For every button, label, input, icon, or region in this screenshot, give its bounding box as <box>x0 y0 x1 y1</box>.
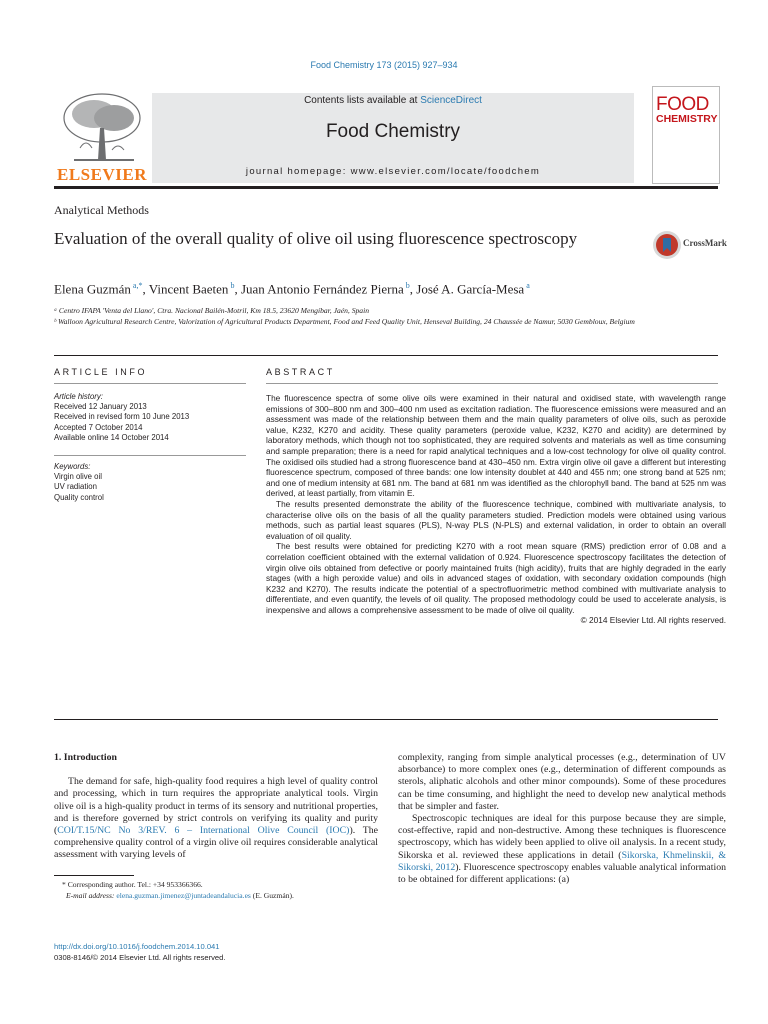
history-accepted: Accepted 7 October 2014 <box>54 422 143 432</box>
author-name: Elena Guzmán <box>54 281 131 297</box>
keywords-label: Keywords: <box>54 462 91 471</box>
author-separator: , <box>142 281 149 297</box>
abstract-body <box>266 393 726 626</box>
body-text: Spectroscopic techniques are ideal for this purpose because they are simple, cost-effective, rapid and non-destructive. Among these techniques is fluorescence spectroscopy, which has widely been applied to olive oil analysis. In a recent study, Sikorska et al. reviewed these applications in detail ( <box>398 813 726 861</box>
author-affiliation-marker[interactable]: b <box>228 281 235 290</box>
author-list <box>54 281 718 297</box>
abstract-copyright: © 2014 Elsevier Ltd. All rights reserved. <box>580 615 726 626</box>
body-paragraph <box>398 813 726 886</box>
email-suffix: (E. Guzmán). <box>250 891 294 900</box>
history-revised: Received in revised form 10 June 2013 <box>54 412 190 422</box>
journal-cover-title <box>656 94 718 126</box>
journal-citation-link[interactable]: Food Chemistry 173 (2015) 927–934 <box>310 60 458 70</box>
ioc-reference-link[interactable]: COI/T.15/NC No 3/REV. 6 – International Olive Council (IOC) <box>57 825 350 837</box>
body-text: The demand for safe, high-quality food requires a high level of quality control and processing, which in turn requires the appropriate analytical tools. Virgin olive oil is a high-quality product in terms of its sensory and nutritional properties, and is therefore governed by strict controls on verifying its quality and purity ( <box>54 776 378 837</box>
body-paragraph <box>54 776 378 861</box>
sikorska-reference-link[interactable]: Sikorska, Khmelinskii, & Sikorski, 2012 <box>398 849 726 873</box>
body-paragraph: complexity, ranging from simple analytical processes (e.g., determination of UV absorbance) to more complex ones (e.g., determination of different compounds as sterols, aliphatic alcohols and other minor compounds). Some of these procedures can be time consuming, and highlight the need to develop new analytical methods that be simpler and faster. <box>398 752 726 812</box>
crossmark-label[interactable]: CrossMark <box>683 238 727 248</box>
body-text: ). The comprehensive quality control of a virgin olive oil requires considerable analytical assessment with varying levels of <box>54 825 378 861</box>
cover-line-food: FOOD <box>656 94 709 115</box>
cover-line-chemistry: CHEMISTRY <box>656 113 718 125</box>
introduction-heading: 1. Introduction <box>54 752 117 763</box>
abstract-paragraph: The fluorescence spectra of some olive oils were examined in their natural and oxidised state, with wavelength range emissions of 300–800 nm and 300–400 nm used as excitation radiation. The fluorescence emissions were measured and an assessment was made of the relationship between them and the main quality parameters of olive oils, such as peroxide value, K232, K270 and acidity. These quality parameters (peroxide value, K232, K270 and acidity) are determined by laboratory methods, which though not too sophisticated, they are required solvents and materials as well as time consuming and sample preparation; there is a need for rapid analytical techniques and a low-cost technology for olive oil quality control. The oxidised oils studied had a strong fluorescence band at 430–450 nm. Extra virgin olive oil gave a different but interesting fluorescence spectrum, composed of three bands: one low intensity doublet at 440 and 455 nm; one strong band at 525 nm; and one of medium intensity at 681 nm. The band at 681 nm was identified as the chlorophyll band. The band at 525 nm was derived, at least partially, from vitamin E. <box>266 393 726 499</box>
issn-copyright: 0308-8146/© 2014 Elsevier Ltd. All rights reserved. <box>54 953 226 962</box>
author-email-link[interactable]: elena.guzman.jimenez@juntadeandalucia.es <box>116 891 251 900</box>
abstract-bottom-divider <box>54 719 718 720</box>
body-column-right <box>398 752 726 886</box>
keywords-rule <box>54 455 246 456</box>
affiliation-b: ᵇ Walloon Agricultural Research Centre, Valorization of Agricultural Products Department, Food and Feed Quality Unit, Henseval Building, 24 Chaussée de Namur, 5030 Gembloux, Belgium <box>54 317 635 326</box>
body-text: ). Fluorescence spectroscopy enables valuable analytical information to be obtained for different applications: (a) <box>398 861 726 886</box>
footnote-rule <box>54 875 134 876</box>
author-affiliation-marker[interactable]: a <box>524 281 530 290</box>
corresponding-author-footnote <box>54 879 378 901</box>
sciencedirect-link[interactable]: ScienceDirect <box>420 95 482 106</box>
author-name: Juan Antonio Fernández Pierna <box>240 281 404 297</box>
contents-prefix: Contents lists available at <box>304 95 421 106</box>
article-info-heading: ARTICLE INFO <box>54 367 148 377</box>
contents-available-line <box>152 95 634 106</box>
history-label: Article history: <box>54 392 103 401</box>
keywords-block <box>54 462 254 503</box>
email-label: E-mail address: <box>66 891 117 900</box>
crossmark-icon[interactable] <box>652 230 682 260</box>
body-column-left <box>54 752 378 862</box>
author-name: José A. García-Mesa <box>416 281 525 297</box>
article-section-label: Analytical Methods <box>54 203 149 217</box>
abstract-heading: ABSTRACT <box>266 367 335 377</box>
author-name: Vincent Baeten <box>148 281 229 297</box>
abstract-rule <box>266 383 718 384</box>
journal-title: Food Chemistry <box>325 121 461 142</box>
author-affiliation-marker[interactable]: a,* <box>130 281 143 290</box>
doi-link[interactable]: http://dx.doi.org/10.1016/j.foodchem.2014.10.041 <box>54 942 220 951</box>
author-separator: , <box>234 281 241 297</box>
abstract-paragraph: The results presented demonstrate the ability of the fluorescence technique, combined with multivariate analysis, to characterise olive oils on the basis of all the quality parameters studied. Prediction models were obtained using various methods, such as partial least squares (PLS), N-way PLS (N-PLS) and external validation, in order to obtain an overall evaluation of oil quality. <box>266 498 726 541</box>
keyword-item: Quality control <box>54 492 104 502</box>
journal-homepage[interactable]: journal homepage: www.elsevier.com/locate/foodchem <box>245 166 541 177</box>
header-divider <box>54 186 718 189</box>
paper-title: Evaluation of the overall quality of olive oil using fluorescence spectroscopy <box>54 229 578 248</box>
article-history <box>54 392 254 443</box>
elsevier-wordmark: ELSEVIER <box>57 165 147 184</box>
author-separator: , <box>409 281 417 297</box>
keyword-item: UV radiation <box>54 482 97 492</box>
article-info-rule <box>54 383 246 384</box>
affiliation-a: ᵃ Centro IFAPA 'Venta del Llano', Ctra. Nacional Bailén-Motril, Km 18.5, 23620 Mengíbar, Jaén, Spain <box>54 306 370 315</box>
abstract-paragraph: The best results were obtained for predicting K270 with a root mean square (RMS) prediction error of 0.08 and a correlation coefficient obtained with the external validation of 0.924. Fluorescence spectroscopy facilitates the detection of virgin olive oils obtained from defective or poorly maintained fruits (high acidity), fruits that are highly degraded in the early stages (with a high peroxide value) and oils in advanced stages of oxidation, with secondary oxidation compounds (high K232 and K270). The results indicate the potential of a spectrofluorimetric method combined with multivariate analysis to differentiate, and even quantify, the levels of oil quality. The proposed methodology could be used to accelerate analysis, is inexpensive and allows a comprehensive assessment to be made of olive oil quality. <box>266 541 726 615</box>
page-footer <box>54 941 378 963</box>
title-block-divider <box>54 355 718 356</box>
email-line <box>54 890 378 901</box>
corresponding-author-line: * Corresponding author. Tel.: +34 953366366. <box>62 880 203 889</box>
keyword-item: Virgin olive oil <box>54 472 102 482</box>
history-received: Received 12 January 2013 <box>54 402 147 412</box>
author-affiliation-marker[interactable]: b <box>403 281 410 290</box>
history-online: Available online 14 October 2014 <box>54 432 169 442</box>
